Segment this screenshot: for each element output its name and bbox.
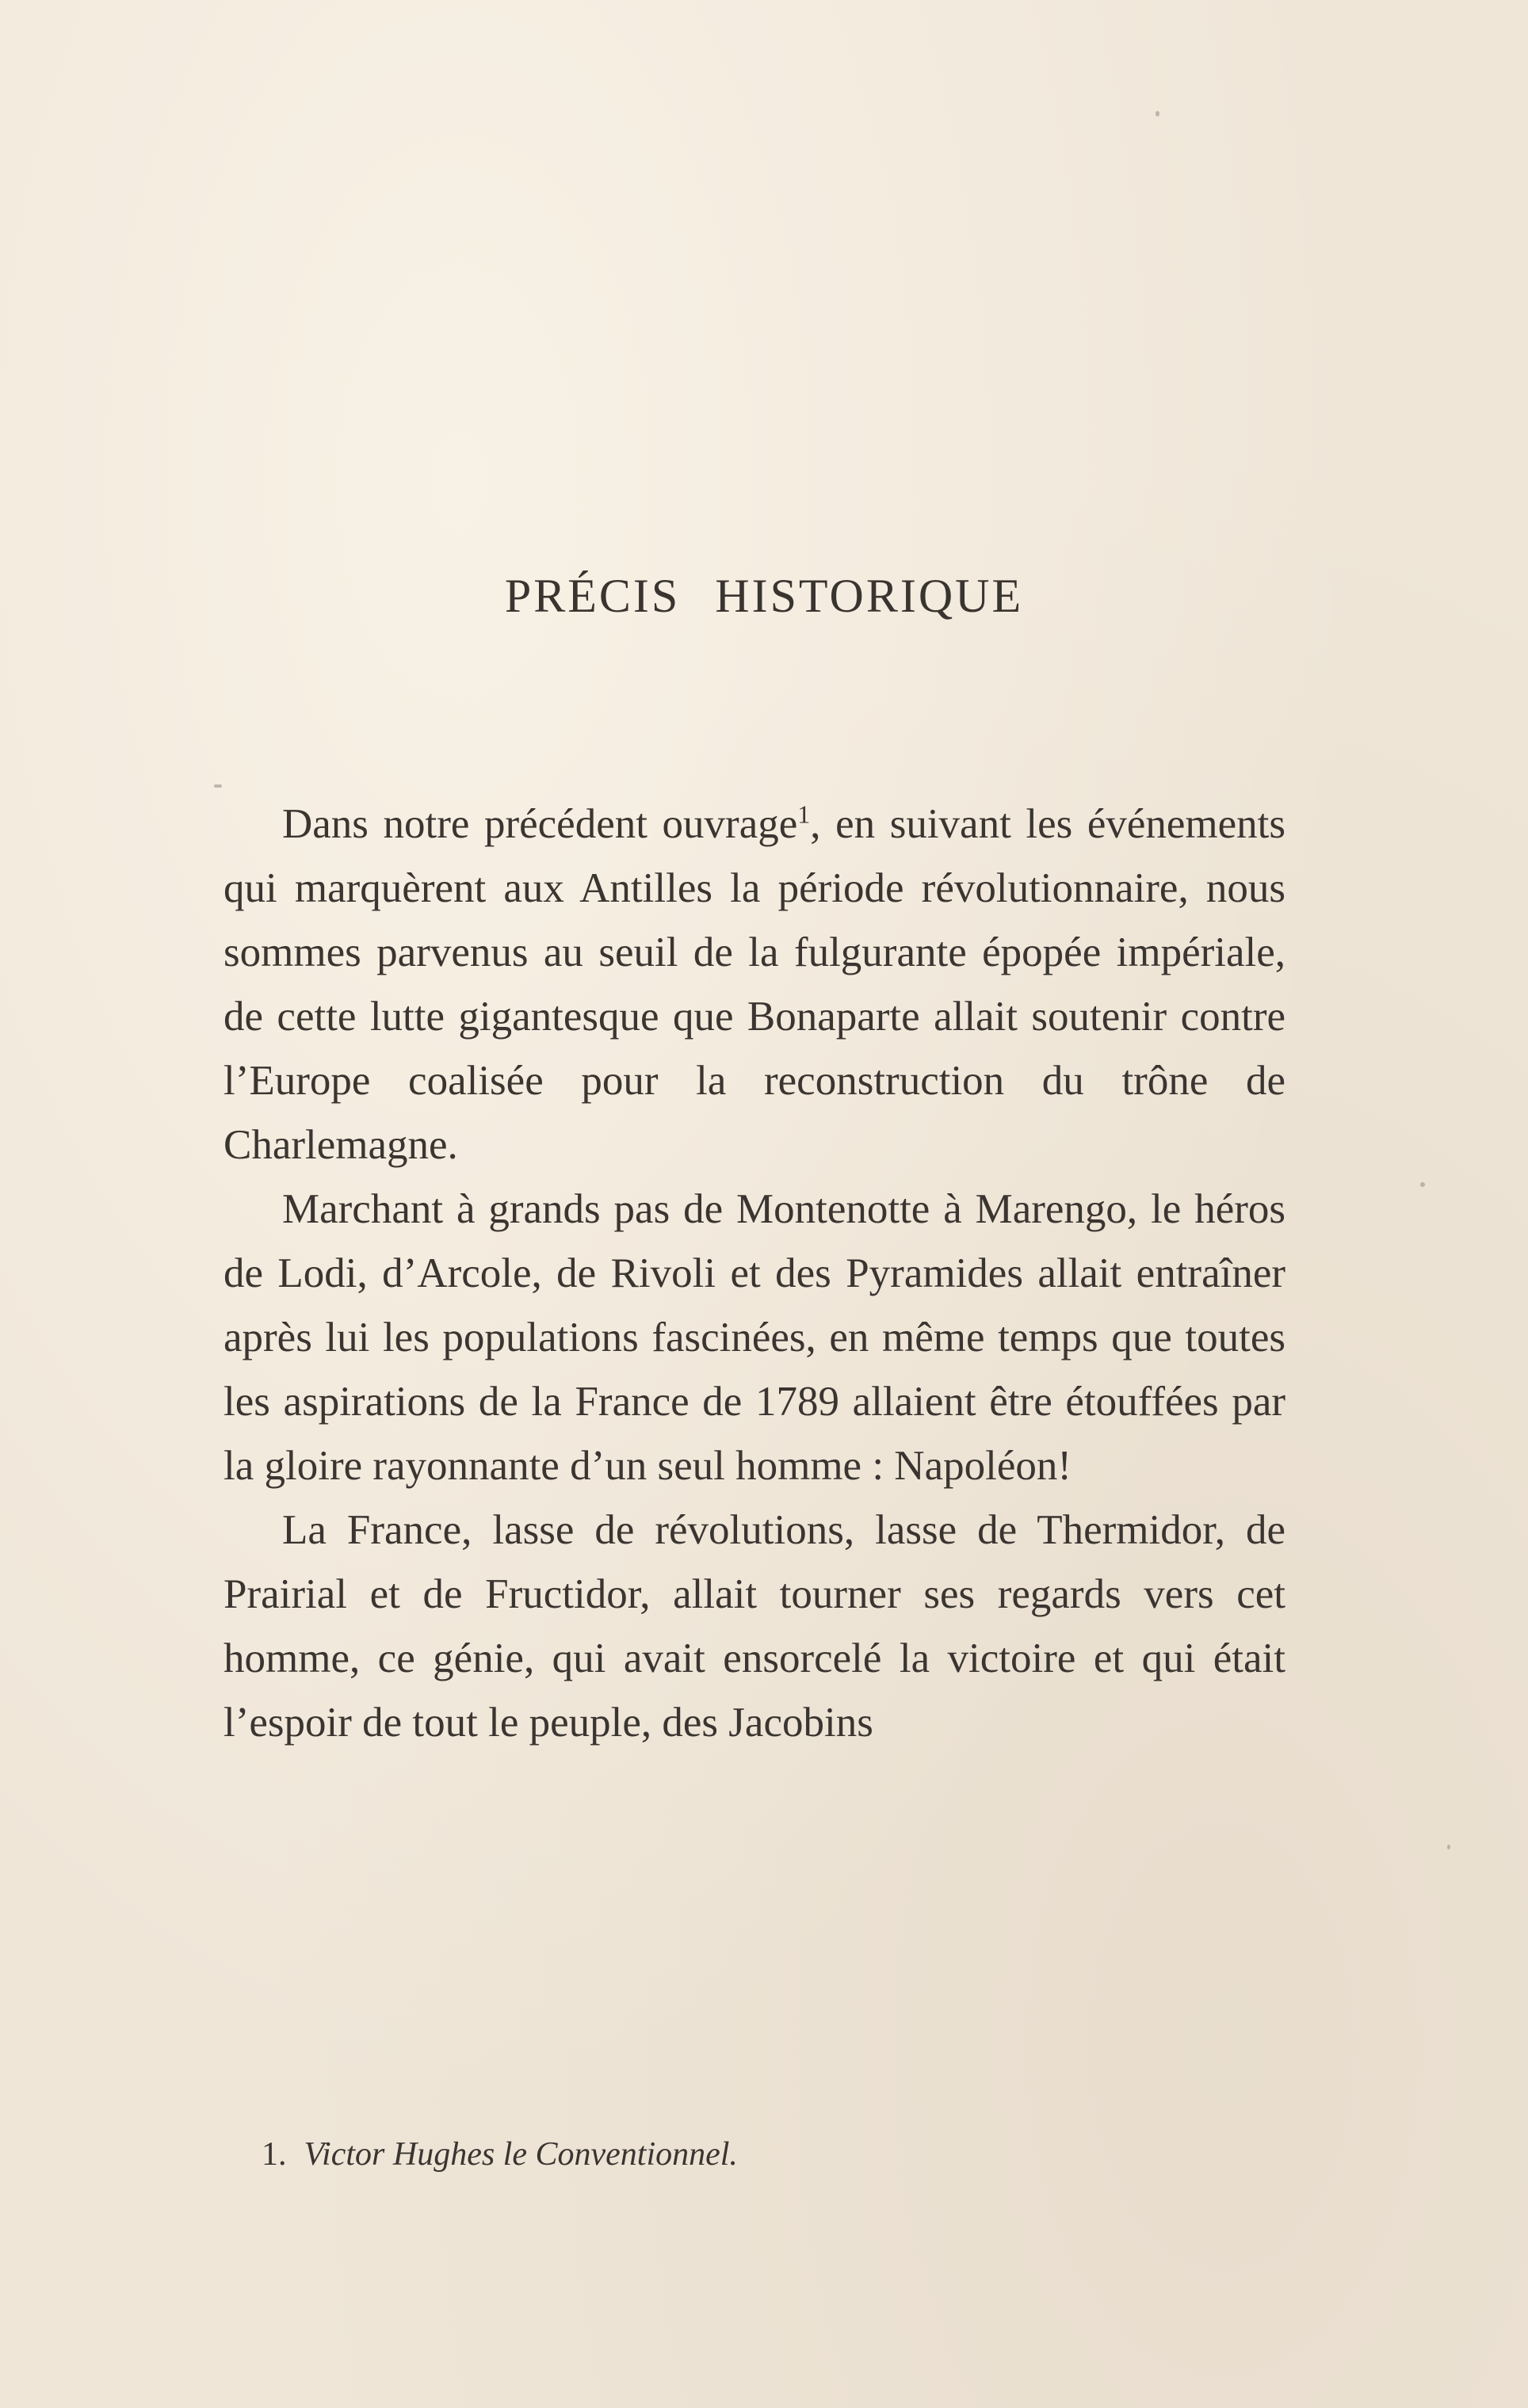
paragraph-2: Marchant à grands pas de Montenotte à Marengo, le héros de Lodi, d’Arcole, de Rivoli et des Pyramides allait entraîner après lui les populations fascinées, en même temps que toutes les aspirations de la France de 1789 allaient être étouffées par la gloire rayonnante d’un seul homme : Napoléon! (223, 1186, 1285, 1489)
footnote-reference: 1 (797, 799, 811, 829)
paragraph-3: La France, lasse de révolutions, lasse de Thermidor, de Prairial et de Fructidor, allait tourner ses regards vers cet homme, ce génie, qui avait ensorcelé la victoire et qui était l’espoir de tout le peuple, des Jacobins (223, 1507, 1285, 1746)
paper-speck (1156, 111, 1159, 116)
footnote-number: 1. (262, 2136, 287, 2173)
paper-speck (214, 784, 222, 788)
body-text (223, 792, 1285, 1755)
paragraph-1-text-end: , en suivant les événements qui marquèrent aux Antilles la période révolutionnaire, nous sommes parvenus au seuil de la fulgurante épopée impériale, de cette lutte gigantesque que Bonaparte allait soutenir contre l’Europe coalisée pour la reconstruction du trône de Charlemagne. (223, 801, 1285, 1168)
paper-speck (1420, 1182, 1425, 1187)
paper-speck (1447, 1845, 1450, 1849)
page-title: PRÉCIS HISTORIQUE (504, 570, 1024, 622)
paragraph-1 (223, 792, 1285, 1177)
footnote (262, 2135, 738, 2173)
footnote-text: Victor Hughes le Conventionnel. (304, 2136, 738, 2173)
paragraph-1-text-start: Dans notre précédent ouvrage (282, 801, 798, 847)
